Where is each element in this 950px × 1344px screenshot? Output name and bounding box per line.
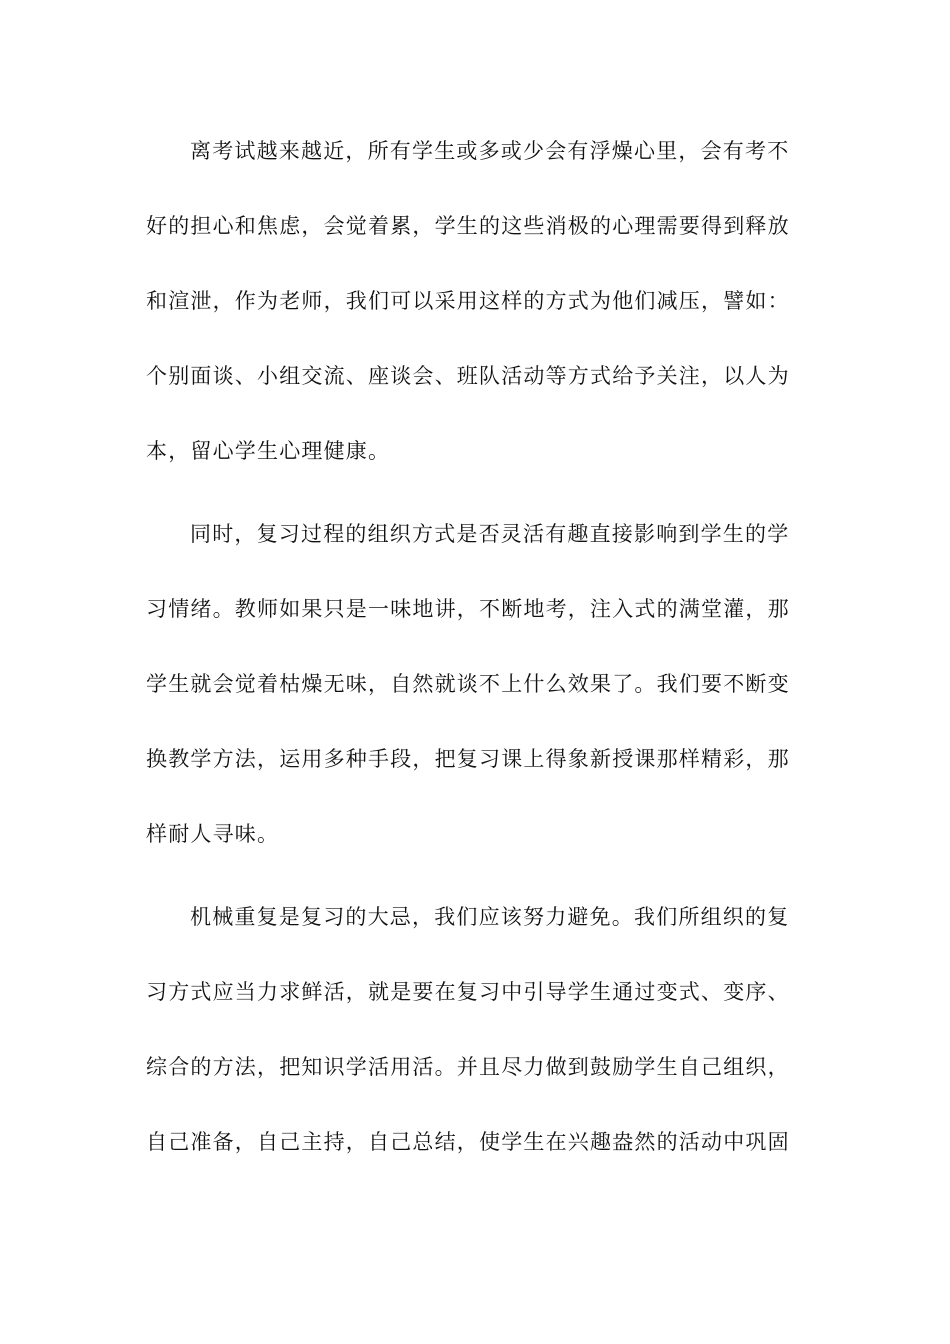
text-line: 学生就会觉着枯燥无味，自然就谈不上什么效果了。我们要不断变 — [146, 672, 790, 696]
text-line: 机械重复是复习的大忌，我们应该努力避免。我们所组织的复 — [190, 905, 790, 929]
text-line: 自己准备，自己主持，自己总结，使学生在兴趣盎然的活动中巩固 — [146, 1130, 790, 1154]
text-line: 和渲泄，作为老师，我们可以采用这样的方式为他们减压，譬如： — [146, 289, 790, 313]
text-line: 习情绪。教师如果只是一味地讲，不断地考，注入式的满堂灌，那 — [146, 597, 790, 621]
text-line: 本，留心学生心理健康。 — [146, 439, 391, 463]
text-line: 综合的方法，把知识学活用活。并且尽力做到鼓励学生自己组织， — [146, 1055, 790, 1079]
text-line: 个别面谈、小组交流、座谈会、班队活动等方式给予关注，以人为 — [146, 364, 790, 388]
text-line: 习方式应当力求鲜活，就是要在复习中引导学生通过变式、变序、 — [146, 980, 790, 1004]
text-line: 样耐人寻味。 — [146, 822, 280, 846]
text-line: 换教学方法，运用多种手段，把复习课上得象新授课那样精彩，那 — [146, 747, 790, 771]
text-line: 好的担心和焦虑，会觉着累，学生的这些消极的心理需要得到释放 — [146, 214, 790, 238]
text-line: 同时，复习过程的组织方式是否灵活有趣直接影响到学生的学 — [190, 522, 790, 546]
text-line: 离考试越来越近，所有学生或多或少会有浮燥心里，会有考不 — [190, 139, 790, 163]
